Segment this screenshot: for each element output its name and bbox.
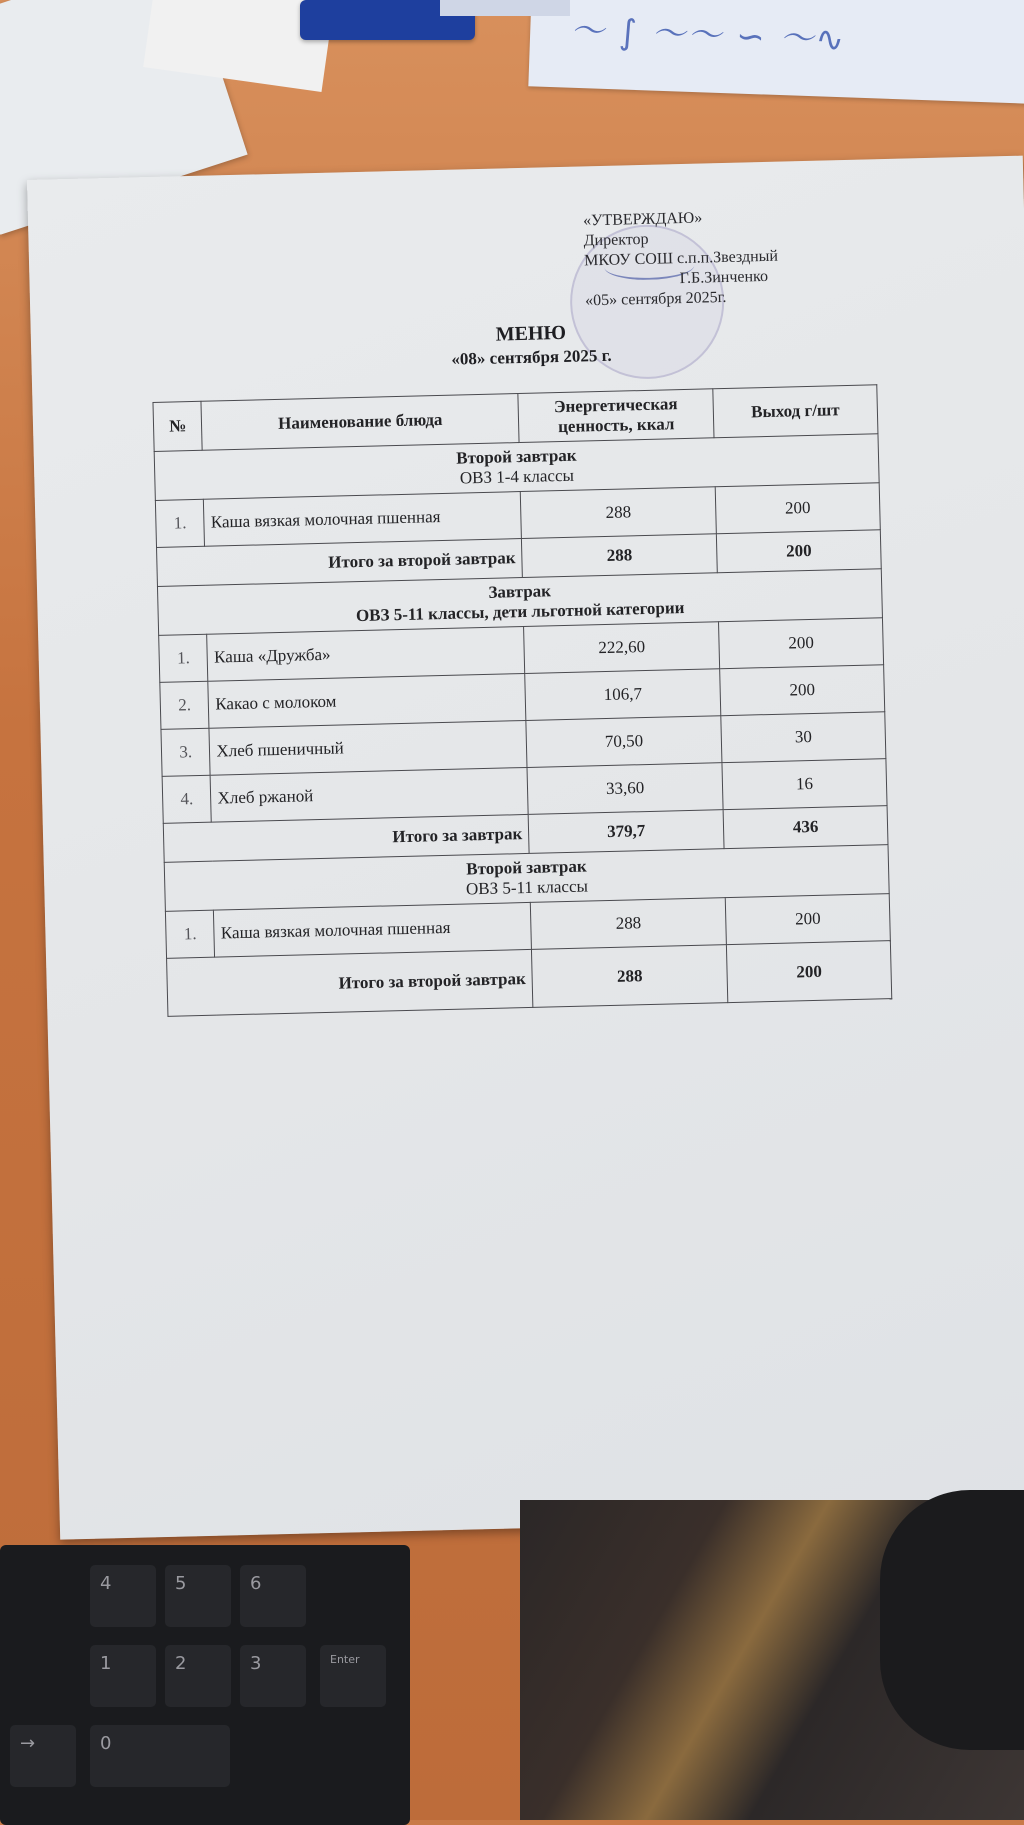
item-energy: 70,50 bbox=[526, 716, 722, 768]
item-number: 3. bbox=[161, 728, 211, 776]
key-label: 3 bbox=[250, 1653, 262, 1674]
section-title: Завтрак bbox=[488, 581, 552, 602]
item-energy: 222,60 bbox=[524, 622, 720, 674]
approval-block bbox=[583, 204, 885, 311]
total-energy: 288 bbox=[522, 534, 718, 578]
item-name: Какао с молоком bbox=[208, 673, 526, 728]
total-output: 436 bbox=[723, 806, 888, 849]
menu-table bbox=[152, 384, 892, 1017]
column-header-number: № bbox=[153, 401, 203, 451]
document-date: «08» сентября 2025 г. bbox=[451, 345, 612, 369]
total-label: Итого за второй завтрак bbox=[157, 539, 523, 587]
approval-heading: «УТВЕРЖДАЮ» bbox=[582, 209, 703, 230]
total-label: Итого за завтрак bbox=[163, 814, 529, 862]
item-number: 4. bbox=[162, 775, 212, 823]
column-header-dish: Наименование блюда bbox=[201, 394, 519, 451]
item-name: Хлеб ржаной bbox=[211, 767, 529, 822]
item-energy: 288 bbox=[520, 487, 716, 539]
key-label: 5 bbox=[175, 1573, 187, 1594]
section-title: Второй завтрак bbox=[456, 445, 577, 468]
approval-position: Директор bbox=[583, 230, 649, 250]
column-header-energy: Энергетическая ценность, ккал bbox=[518, 389, 714, 443]
item-number: 2. bbox=[160, 681, 210, 729]
keyboard-key bbox=[320, 1645, 386, 1707]
computer-mouse bbox=[880, 1490, 1024, 1750]
item-output: 30 bbox=[721, 712, 886, 763]
section-subtitle: ОВЗ 5-11 классы bbox=[465, 876, 589, 899]
item-name: Хлеб пшеничный bbox=[209, 720, 527, 775]
section-subtitle: ОВЗ 5-11 классы, дети льготной категории bbox=[355, 598, 685, 626]
keyboard-key bbox=[10, 1725, 76, 1787]
handwritten-note bbox=[528, 0, 1024, 104]
keyboard-key bbox=[165, 1645, 231, 1707]
section-subtitle: ОВЗ 1-4 классы bbox=[459, 465, 575, 488]
document-title: МЕНЮ bbox=[495, 321, 567, 346]
item-output: 16 bbox=[722, 759, 887, 810]
section-title: Второй завтрак bbox=[466, 856, 587, 879]
key-label: 1 bbox=[100, 1653, 112, 1674]
item-output: 200 bbox=[720, 665, 885, 716]
approval-date: «05» сентября 2025г. bbox=[584, 288, 727, 310]
column-header-output: Выход г/шт bbox=[713, 385, 878, 438]
approval-director-name: Г.Б.Зинченко bbox=[679, 267, 769, 288]
item-name: Каша «Дружба» bbox=[207, 626, 525, 681]
keyboard-key bbox=[90, 1565, 156, 1627]
keyboard-key bbox=[90, 1725, 230, 1787]
key-label: 6 bbox=[250, 1573, 262, 1594]
keyboard-key bbox=[240, 1645, 306, 1707]
key-label: 0 bbox=[100, 1733, 112, 1754]
item-output: 200 bbox=[725, 894, 890, 945]
keyboard-key bbox=[165, 1565, 231, 1627]
item-name: Каша вязкая молочная пшенная bbox=[214, 902, 532, 957]
item-energy: 288 bbox=[530, 898, 726, 950]
total-label: Итого за второй завтрак bbox=[167, 949, 533, 1016]
item-energy: 106,7 bbox=[525, 669, 721, 721]
key-label: 2 bbox=[175, 1653, 187, 1674]
total-energy: 379,7 bbox=[528, 810, 724, 854]
item-name: Каша вязкая молочная пшенная bbox=[204, 492, 522, 547]
keyboard-key bbox=[90, 1645, 156, 1707]
item-energy: 33,60 bbox=[527, 763, 723, 815]
pen-cap bbox=[440, 0, 570, 16]
approval-school: МКОУ СОШ с.п.п.Звездный bbox=[583, 247, 779, 270]
handwriting-scribble: ～ ∫ ～～ ∽ ～∿ bbox=[569, 10, 847, 61]
item-number: 1. bbox=[155, 499, 205, 547]
total-energy: 288 bbox=[532, 945, 728, 1008]
key-label: Enter bbox=[330, 1653, 360, 1666]
item-number: 1. bbox=[165, 910, 215, 958]
arrow-right-icon: → bbox=[20, 1733, 36, 1754]
keyboard bbox=[0, 1545, 410, 1825]
total-output: 200 bbox=[716, 530, 881, 573]
item-output: 200 bbox=[715, 483, 880, 534]
total-output: 200 bbox=[726, 941, 891, 1003]
item-number: 1. bbox=[159, 634, 209, 682]
key-label: 4 bbox=[100, 1573, 112, 1594]
menu-document bbox=[27, 156, 1024, 1540]
keyboard-key bbox=[240, 1565, 306, 1627]
item-output: 200 bbox=[719, 618, 884, 669]
